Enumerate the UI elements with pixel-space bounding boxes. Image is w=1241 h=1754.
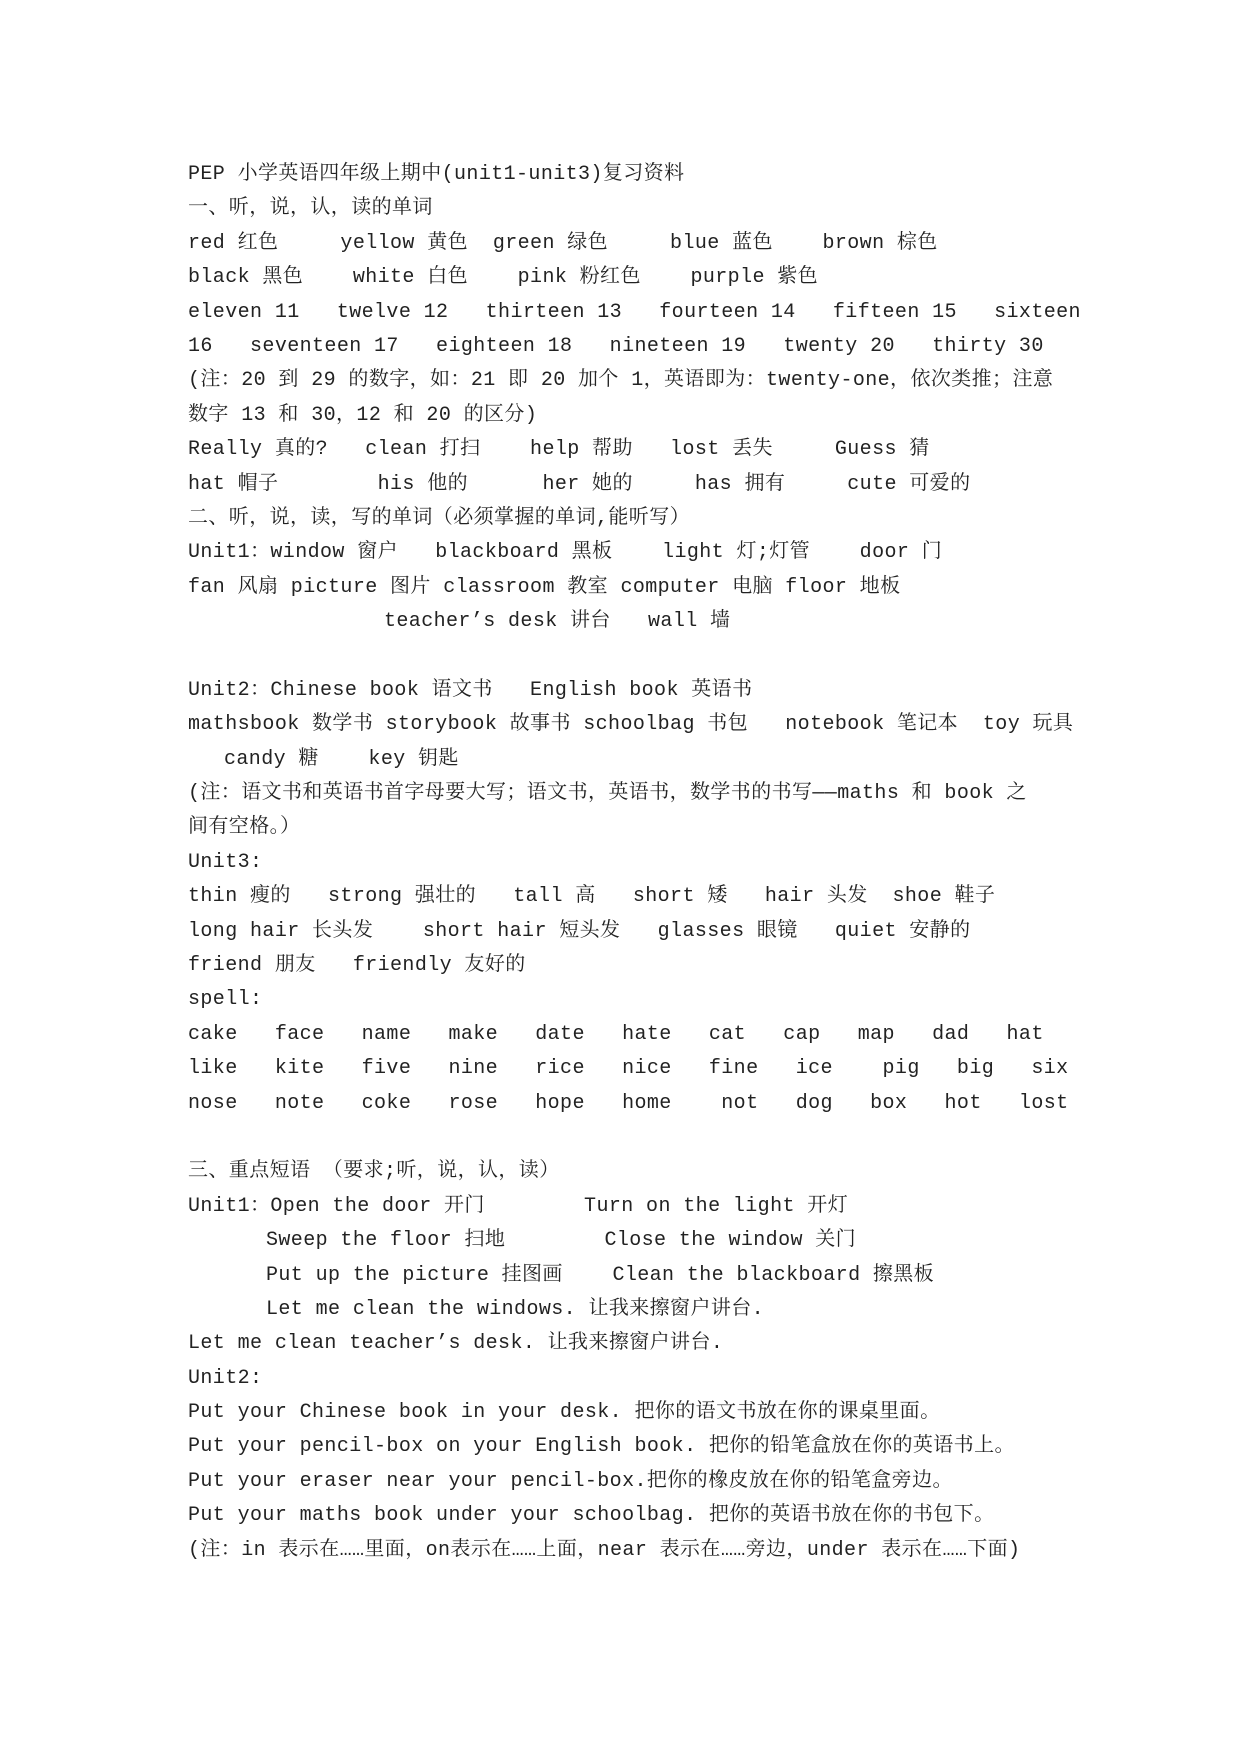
unit3-label: Unit3: (188, 850, 263, 874)
unit2-phrases-3: Put your eraser near your pencil-box.把你的橡皮放在你的铅笔盒旁边。 (188, 1469, 953, 1493)
section-heading-2: 二、听，说，读，写的单词（必须掌握的单词,能听写） (188, 506, 691, 530)
unit1-phrases-5: Let me clean teacher’s desk. 让我来擦窗户讲台. (188, 1332, 724, 1356)
vocab-colors-2: black 黑色 white 白色 pink 粉红色 purple 紫色 (188, 266, 819, 290)
unit2-phrases-2: Put your pencil-box on your English book. 把你的铅笔盒放在你的英语书上。 (188, 1435, 1015, 1459)
vocab-colors-1: red 红色 yellow 黄色 green 绿色 blue 蓝色 brown 棕色 (188, 231, 938, 255)
unit2-phrases-label: Unit2: (188, 1366, 263, 1390)
unit1-phrases-1: Unit1：Open the door 开门 Turn on the light 开灯 (188, 1194, 849, 1218)
unit1-phrases-4: Let me clean the windows. 让我来擦窗户讲台. (266, 1297, 765, 1321)
unit1-words-2: fan 风扇 picture 图片 classroom 教室 computer 电脑 floor 地板 (188, 575, 901, 599)
vocab-numbers-1: eleven 11 twelve 12 thirteen 13 fourteen 14 fifteen 15 sixteen (188, 300, 1081, 324)
note-numbers-1: (注：20 到 29 的数字，如：21 即 20 加个 1，英语即为：twenty-one，依次类推；注意 (188, 369, 1054, 393)
spell-row-3: nose note coke rose hope home not dog box hot lost (188, 1091, 1069, 1115)
unit3-words-2: long hair 长头发 short hair 短头发 glasses 眼镜 quiet 安静的 (188, 919, 971, 943)
spell-row-1: cake face name make date hate cat cap map dad hat (188, 1022, 1044, 1046)
unit1-phrases-2: Sweep the floor 扫地 Close the window 关门 (266, 1229, 857, 1253)
section-heading-3: 三、重点短语 （要求;听，说，认，读） (188, 1160, 560, 1184)
vocab-numbers-2: 16 seventeen 17 eighteen 18 nineteen 19 twenty 20 thirty 30 (188, 334, 1044, 358)
unit2-words-1: Unit2：Chinese book 语文书 English book 英语书 (188, 678, 753, 702)
spacer (188, 639, 1088, 673)
spell-row-2: like kite five nine rice nice fine ice pig big six (188, 1057, 1069, 1081)
section-heading-1: 一、听，说，认，读的单词 (188, 197, 433, 221)
unit2-words-3: candy 糖 key 钥匙 (224, 747, 459, 771)
note-numbers-2: 数字 13 和 30，12 和 20 的区分) (188, 403, 538, 427)
unit1-words-3: teacher’s desk 讲台 wall 墙 (384, 610, 731, 634)
unit3-words-3: friend 朋友 friendly 友好的 (188, 953, 526, 977)
note-books-1: (注：语文书和英语书首字母要大写；语文书，英语书，数学书的书写——maths 和 book 之 (188, 782, 1027, 806)
note-prepositions: (注：in 表示在……里面，on表示在……上面，near 表示在……旁边，under 表示在……下面) (188, 1538, 1021, 1562)
unit2-phrases-4: Put your maths book under your schoolbag. 把你的英语书放在你的书包下。 (188, 1504, 995, 1528)
vocab-misc-2: hat 帽子 his 他的 her 她的 has 拥有 cute 可爱的 (188, 472, 971, 496)
document-page (188, 158, 1088, 1568)
document-title: PEP 小学英语四年级上期中(unit1-unit3)复习资料 (188, 163, 685, 186)
unit2-words-2: mathsbook 数学书 storybook 故事书 schoolbag 书包 notebook 笔记本 toy 玩具 (188, 713, 1074, 737)
unit1-words-1: Unit1：window 窗户 blackboard 黑板 light 灯;灯管 door 门 (188, 541, 943, 565)
unit2-phrases-1: Put your Chinese book in your desk. 把你的语文书放在你的课桌里面。 (188, 1401, 941, 1425)
unit3-words-1: thin 瘦的 strong 强壮的 tall 高 short 矮 hair 头发 shoe 鞋子 (188, 885, 996, 909)
unit1-phrases-3: Put up the picture 挂图画 Clean the blackboard 擦黑板 (266, 1263, 935, 1287)
vocab-misc-1: Really 真的? clean 打扫 help 帮助 lost 丢失 Guess 猜 (188, 438, 930, 462)
note-books-2: 间有空格。） (188, 816, 301, 840)
spacer (188, 1121, 1088, 1155)
spell-label: spell: (188, 988, 263, 1012)
